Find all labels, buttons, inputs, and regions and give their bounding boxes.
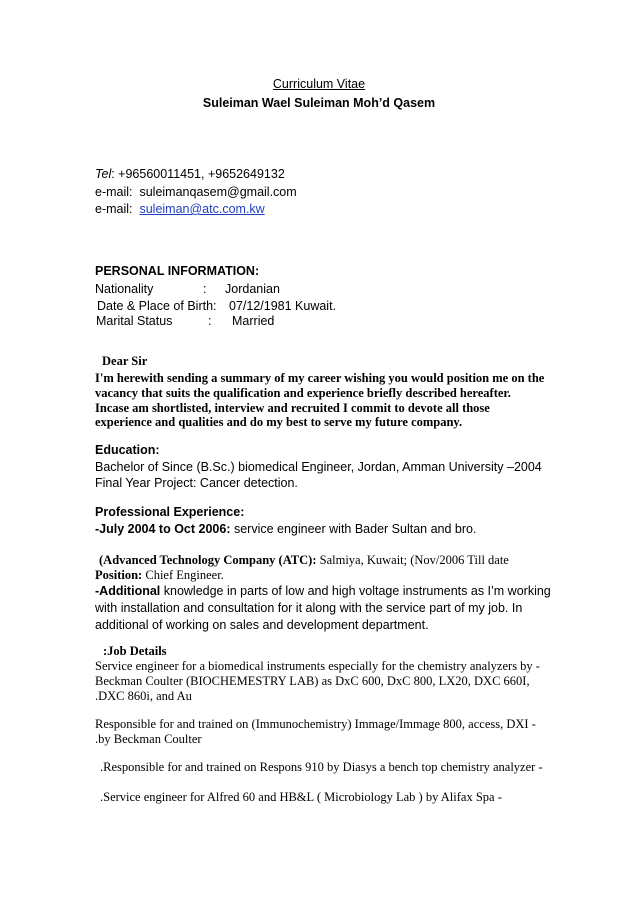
job1-desc: service engineer with Bader Sultan and bro. [230,522,477,536]
additional-label: -Additional [95,584,161,598]
job-detail-line: .Service engineer for Alfred 60 and HB&L ( Microbiology Lab ) by Alifax Spa - [100,790,502,804]
salutation: Dear Sir [102,354,148,368]
job1-line [95,521,476,537]
job-details-heading: :Job Details [103,644,167,658]
marital-sep: : [208,314,212,328]
document-title: Curriculum Vitae [272,77,366,91]
job2-line [99,552,509,568]
job2-location: Salmiya, Kuwait; (Nov/2006 Till date [316,553,509,567]
marital-value: Married [232,314,275,328]
email-line-2 [95,201,265,217]
position-line [95,567,224,583]
email-line-1 [95,184,297,200]
personal-info-heading: PERSONAL INFORMATION: [95,264,260,278]
letter-line: vacancy that suits the qualification and experience briefly described hereafter. [95,386,511,400]
additional-line-2: with installation and consultation for it along with the service part of my job. In [95,601,523,615]
education-project: Final Year Project: Cancer detection. [95,476,298,490]
dob-label: Date & Place of Birth: [97,299,217,313]
email-value-1: suleimanqasem@gmail.com [139,185,297,199]
education-heading: Education: [95,443,160,457]
dob-value: 07/12/1981 Kuwait. [229,299,337,313]
email-label-1: e-mail: [95,185,133,199]
letter-line: experience and qualities and do my best to serve my future company. [95,415,463,429]
job-detail-line: Beckman Coulter (BIOCHEMESTRY LAB) as DxC 600, DxC 800, LX20, DXC 660I, [95,674,530,688]
email-label-2: e-mail: [95,202,133,216]
job-detail-line: .by Beckman Coulter [95,732,202,746]
job-detail-line: .DXC 860i, and Au [95,689,192,703]
nationality-sep: : [203,282,207,296]
position-value: Chief Engineer. [142,568,224,582]
tel-line [95,166,285,182]
nationality-value: Jordanian [225,282,280,296]
experience-heading: Professional Experience: [95,505,245,519]
letter-line: Incase am shortlisted, interview and recruited I commit to devote all those [95,401,490,415]
nationality-label: Nationality [95,282,154,296]
education-degree: Bachelor of Since (B.Sc.) biomedical Engineer, Jordan, Amman University –2004 [95,460,542,474]
job-detail-line: Responsible for and trained on (Immunochemistry) Immage/Immage 800, access, DXI - [95,717,536,731]
job1-period: -July 2004 to Oct 2006: [95,522,231,536]
position-label: Position: [95,568,143,582]
tel-label: Tel [95,167,112,181]
additional-line-3: additional of working on sales and development department. [95,618,429,632]
tel-value: : +96560011451, +9652649132 [111,167,285,181]
additional-text: knowledge in parts of low and high voltage instruments as I’m working [160,584,551,598]
job-detail-line: .Responsible for and trained on Respons 910 by Diasys a bench top chemistry analyzer - [100,760,543,774]
job2-company: (Advanced Technology Company (ATC): [99,553,317,567]
candidate-name: Suleiman Wael Suleiman Moh’d Qasem [202,96,436,110]
job-detail-line: Service engineer for a biomedical instruments especially for the chemistry analyzers by - [95,659,540,673]
additional-line [95,583,551,599]
email-link[interactable]: suleiman@atc.com.kw [139,202,265,216]
marital-label: Marital Status [96,314,173,328]
letter-line: I'm herewith sending a summary of my career wishing you would position me on the [95,371,545,385]
